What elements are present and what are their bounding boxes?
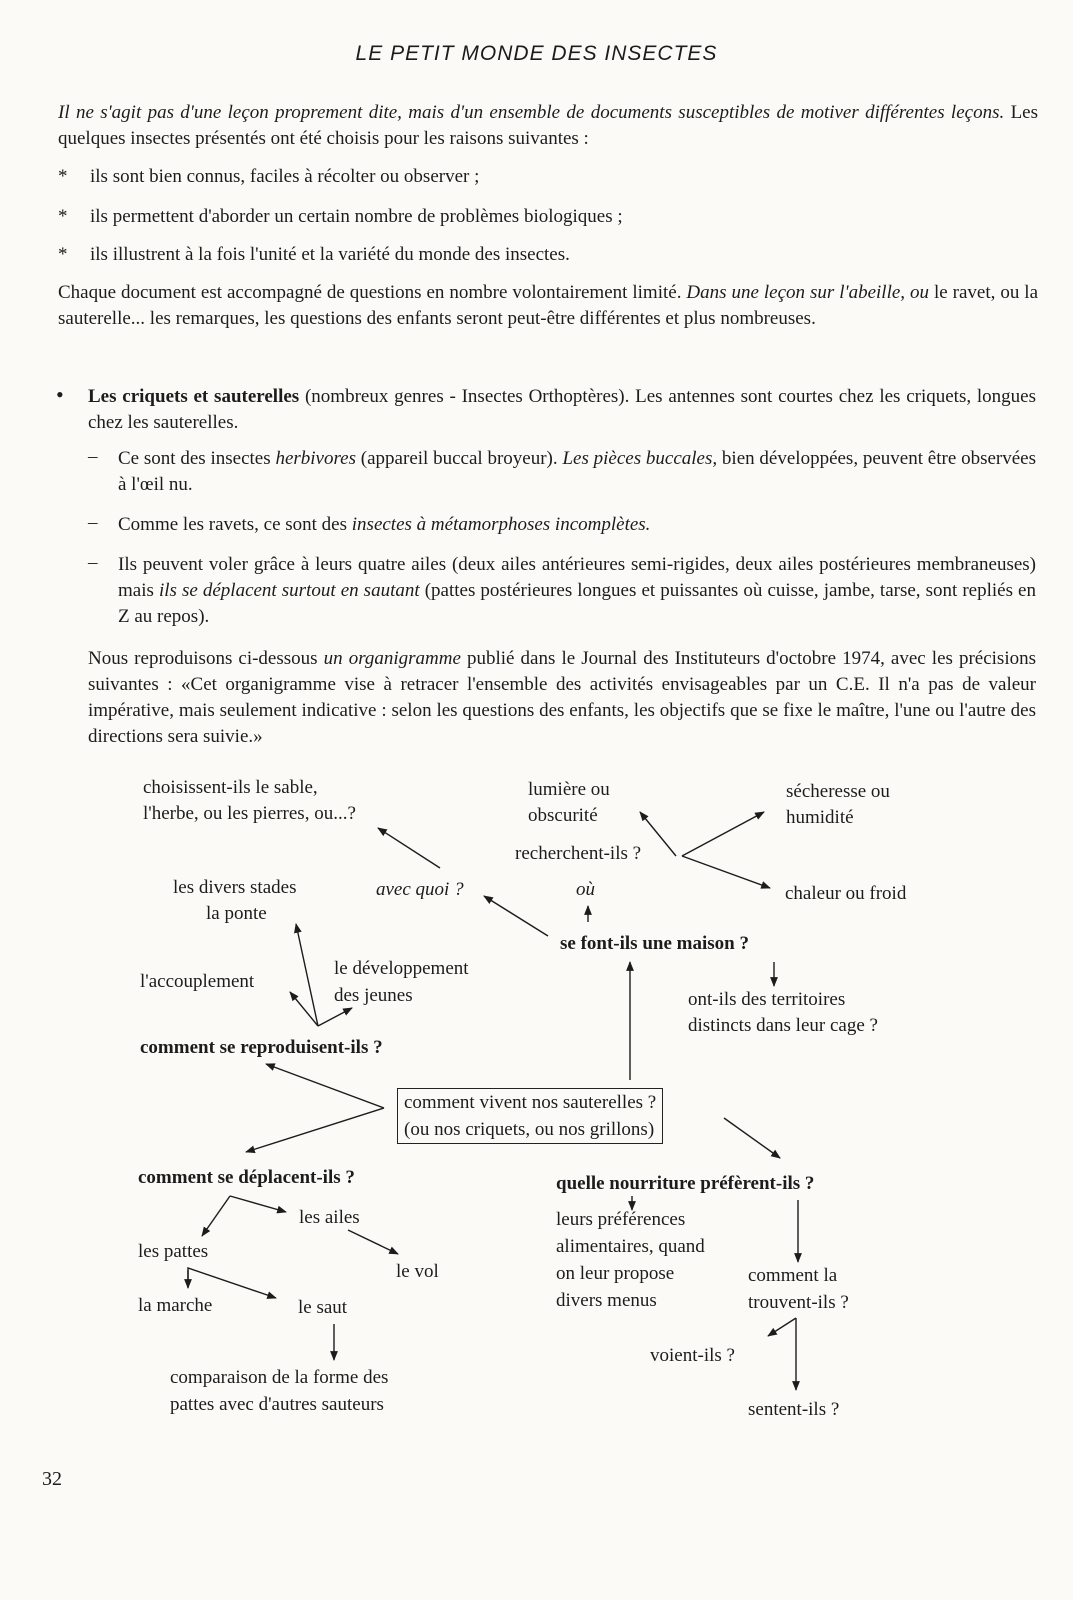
bullet-dot: • [56, 382, 64, 407]
diagram-center-box [397, 1088, 663, 1144]
item-italic: herbivores [275, 448, 356, 469]
node-secheresse-line2: humidité [786, 807, 854, 828]
reason-marker: * [58, 244, 68, 265]
item-text: Ce sont des insectes [118, 448, 276, 469]
reason-marker: * [58, 166, 68, 187]
reason-2: ils permettent d'aborder un certain nombre de problèmes biologiques ; [90, 206, 623, 227]
item-text: (pattes postérieures longues et puissantes où cuisse, jambe, tarse, sont repliés en Z au repos). [118, 580, 1036, 627]
center-line2: (ou nos criquets, ou nos grillons) [404, 1119, 655, 1140]
node-chaleur: chaleur ou froid [785, 883, 907, 904]
node-preferences-line1: leurs préférences [556, 1209, 686, 1230]
reason-3: ils illustrent à la fois l'unité et la variété du monde des insectes. [90, 244, 570, 265]
node-comparaison-line1: comparaison de la forme des [170, 1367, 389, 1388]
item-italic: insectes à métamorphoses incomplètes. [351, 514, 651, 535]
node-reproduisent: comment se reproduisent-ils ? [140, 1037, 383, 1058]
dash-marker: – [88, 552, 98, 573]
node-marche: la marche [138, 1295, 213, 1316]
node-trouvent-line1: comment la [748, 1265, 838, 1286]
node-choisissent-line1: choisissent-ils le sable, [143, 777, 318, 798]
node-preferences-line3: on leur propose [556, 1263, 675, 1284]
node-developpement-line1: le développement [334, 958, 469, 979]
node-lumiere-line1: lumière ou [528, 779, 610, 800]
node-ailes: les ailes [299, 1207, 360, 1228]
item-text: bien développées, peuvent être observées à l'œil nu. [118, 448, 1036, 495]
node-accouplement: l'accouplement [140, 971, 255, 992]
node-lumiere-line2: obscurité [528, 805, 598, 826]
nous-italic: un organigramme [323, 648, 461, 669]
node-sentent: sentent-ils ? [748, 1399, 840, 1420]
node-preferences-line2: alimentaires, quand [556, 1236, 705, 1257]
item-italic: ils se déplacent surtout en sautant [158, 580, 420, 601]
dash-marker: – [88, 512, 98, 533]
node-territoires-line1: ont-ils des territoires [688, 989, 846, 1010]
node-saut: le saut [298, 1297, 348, 1318]
dash-marker: – [88, 446, 98, 467]
center-line1: comment vivent nos sauterelles ? [404, 1092, 657, 1113]
intro-italic-lead: Il ne s'agit pas d'une leçon proprement dite, mais d'un ensemble de documents susceptibles de motiver différentes leçons. [58, 102, 1005, 123]
node-avec-quoi: avec quoi ? [376, 879, 464, 900]
node-vol: le vol [396, 1261, 439, 1282]
node-pattes: les pattes [138, 1241, 209, 1262]
node-comparaison-line2: pattes avec d'autres sauteurs [170, 1394, 384, 1415]
node-ponte: la ponte [206, 903, 267, 924]
reason-marker: * [58, 206, 68, 227]
item-text: (appareil buccal broyeur). [356, 448, 563, 469]
nous-text: Nous reproduisons ci-dessous [88, 648, 324, 669]
node-nourriture: quelle nourriture préfèrent-ils ? [556, 1173, 815, 1194]
item-text: Ils peuvent voler grâce à leurs quatre ailes (deux ailes antérieures semi-rigides, deux ailes postérieures membraneuses) mais [118, 554, 1036, 601]
node-recherchent: recherchent-ils ? [515, 843, 642, 864]
criquets-heading: Les criquets et sauterelles [88, 386, 300, 407]
node-territoires-line2: distincts dans leur cage ? [688, 1015, 878, 1036]
node-stades: les divers stades [173, 877, 297, 898]
reason-1: ils sont bien connus, faciles à récolter ou observer ; [90, 166, 480, 187]
chaque-part2: Dans une leçon sur l'abeille, ou [686, 282, 930, 303]
item-italic: Les pièces buccales, [562, 448, 718, 469]
node-ou: où [576, 879, 595, 900]
node-deplacent: comment se déplacent-ils ? [138, 1167, 355, 1188]
node-maison: se font-ils une maison ? [560, 933, 749, 954]
item-text: Comme les ravets, ce sont des [118, 514, 352, 535]
node-preferences-line4: divers menus [556, 1290, 657, 1311]
page-number: 32 [42, 1468, 62, 1490]
intro-rest: Les quelques insectes présentés ont été choisis pour les raisons suivantes : [58, 102, 1039, 149]
criquets-text: (nombreux genres - Insectes Orthoptères). Les antennes sont courtes chez les criquets, longues chez les sauterelles. [88, 386, 1036, 433]
page-title: LE PETIT MONDE DES INSECTES [355, 42, 718, 65]
chaque-part1: Chaque document est accompagné de questions en nombre volontairement limité. [58, 282, 687, 303]
node-voient: voient-ils ? [650, 1345, 735, 1366]
nous-text: publié dans le Journal des Instituteurs d'octobre 1974, avec les précisions suivantes : «Cet organigramme vise à retracer l'ensemble des activités envisageables par un C.E. Il n'a pas de valeur impérative, mais seulement indicative : selon les questions des enfants, les objectifs que se fixe le maître, l'une ou l'autre des directions sera suivie.» [88, 648, 1036, 747]
node-developpement-line2: des jeunes [334, 985, 413, 1006]
node-secheresse-line1: sécheresse ou [786, 781, 890, 802]
node-choisissent-line2: l'herbe, ou les pierres, ou...? [143, 803, 356, 824]
chaque-part3: le ravet, ou la sauterelle... les remarques, les questions des enfants seront peut-être différentes et plus nombreuses. [58, 282, 1039, 329]
node-trouvent-line2: trouvent-ils ? [748, 1292, 849, 1313]
